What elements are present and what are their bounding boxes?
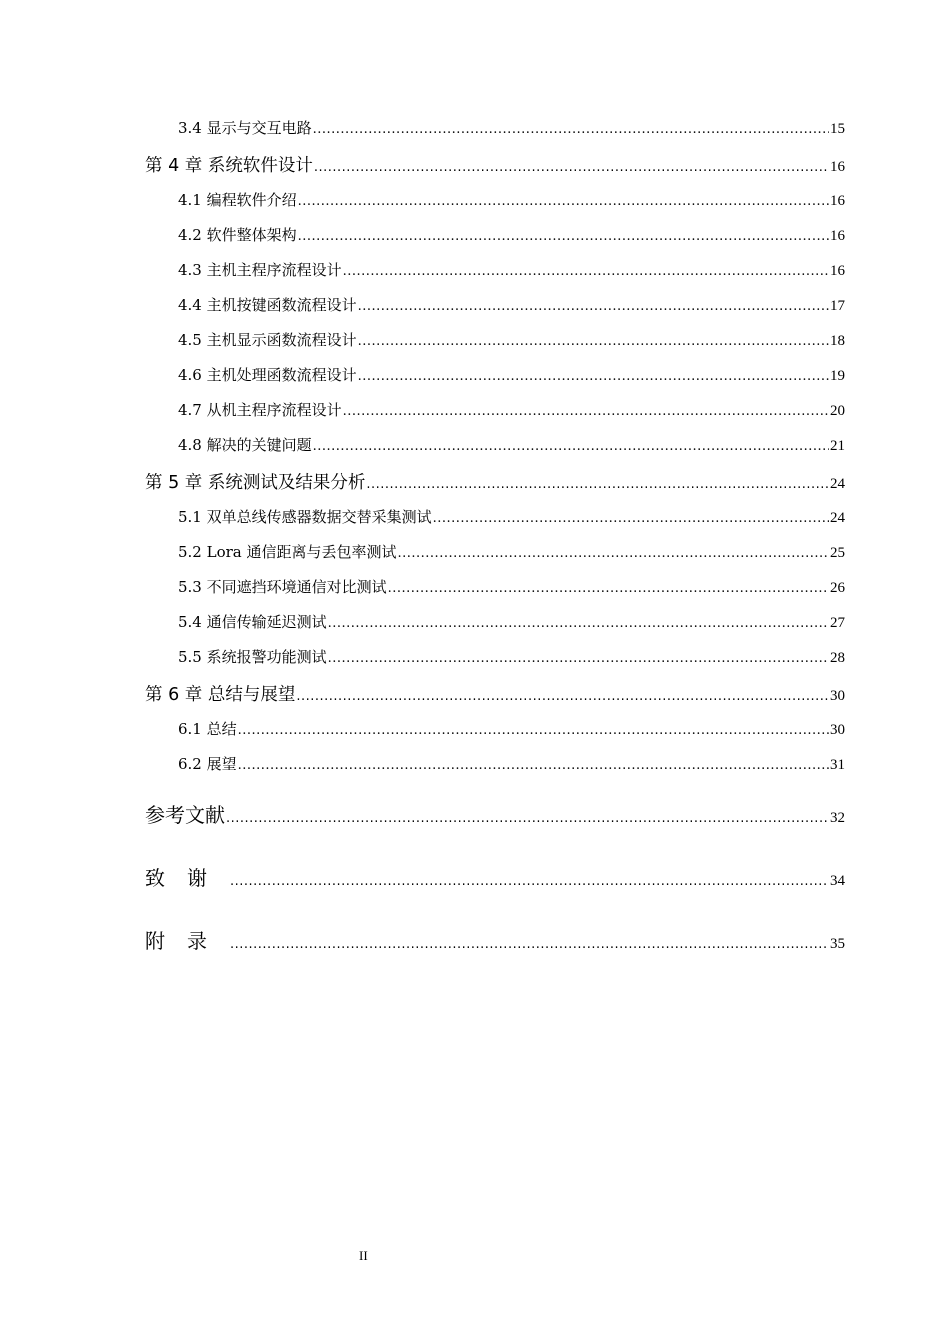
toc-entry-page: 30 (830, 722, 845, 738)
toc-entry[interactable] (145, 399, 845, 420)
toc-entry[interactable] (145, 294, 845, 315)
dot-leader (230, 874, 829, 889)
toc-entry-title: 第 6 章 总结与展望 (145, 685, 296, 705)
toc-entry-title: 致谢 (145, 866, 229, 890)
toc-entry-page: 21 (830, 438, 845, 454)
toc-entry[interactable] (145, 576, 845, 597)
toc-entry-title: 5.3 不同遮挡环境通信对比测试 (178, 578, 387, 596)
toc-entry-page: 18 (830, 333, 845, 349)
toc-entry-page: 30 (830, 688, 845, 704)
toc-entry-page: 27 (830, 615, 845, 631)
dot-leader (313, 439, 829, 454)
toc-entry-title: 参考文献 (145, 803, 225, 827)
toc-entry-title: 4.7 从机主程序流程设计 (178, 401, 342, 419)
toc-entry-title: 第 5 章 系统测试及结果分析 (145, 473, 366, 493)
toc-entry[interactable] (145, 117, 845, 138)
dot-leader (314, 160, 829, 175)
toc-entry-title: 5.1 双单总线传感器数据交替采集测试 (178, 508, 432, 526)
dot-leader (226, 811, 829, 826)
toc-entry-title: 4.5 主机显示函数流程设计 (178, 331, 357, 349)
dot-leader (358, 369, 829, 384)
dot-leader (343, 404, 829, 419)
toc-entry[interactable] (145, 189, 845, 210)
toc-entry-page: 15 (830, 121, 845, 137)
dot-leader (296, 689, 829, 704)
dot-leader (366, 477, 829, 492)
page-number: II (359, 1248, 368, 1263)
dot-leader (398, 546, 830, 561)
toc-entry[interactable] (145, 224, 845, 245)
dot-leader (388, 581, 829, 596)
toc-entry[interactable] (145, 541, 845, 562)
toc-entry-title: 4.6 主机处理函数流程设计 (178, 366, 357, 384)
toc-chapter-entry[interactable] (145, 681, 845, 706)
toc-entry[interactable] (145, 718, 845, 739)
toc-entry-title: 5.2 Lora 通信距离与丢包率测试 (178, 543, 397, 561)
toc-entry-page: 25 (830, 545, 845, 561)
toc-entry-page: 17 (830, 298, 845, 314)
toc-entry-title: 4.2 软件整体架构 (178, 226, 297, 244)
toc-chapter-entry[interactable] (145, 152, 845, 177)
toc-entry[interactable] (145, 259, 845, 280)
toc-chapter-entry[interactable] (145, 469, 845, 494)
dot-leader (298, 194, 829, 209)
toc-entry-page: 16 (830, 228, 845, 244)
toc-acknowledgements-entry[interactable] (145, 862, 845, 891)
toc-entry-title: 6.1 总结 (178, 720, 237, 738)
toc-entry-page: 16 (830, 263, 845, 279)
dot-leader (433, 511, 829, 526)
toc-entry-page: 24 (830, 510, 845, 526)
dot-leader (328, 616, 829, 631)
toc-entry[interactable] (145, 646, 845, 667)
dot-leader (238, 758, 829, 773)
toc-entry[interactable] (145, 753, 845, 774)
toc-entry[interactable] (145, 364, 845, 385)
toc-entry[interactable] (145, 506, 845, 527)
toc-entry-page: 26 (830, 580, 845, 596)
toc-entry-title: 5.4 通信传输延迟测试 (178, 613, 327, 631)
toc-entry-page: 24 (830, 476, 845, 492)
toc-references-entry[interactable] (145, 799, 845, 828)
toc-entry-page: 32 (830, 810, 845, 826)
toc-entry-page: 35 (830, 936, 845, 952)
dot-leader (313, 122, 829, 137)
toc-entry-page: 16 (830, 159, 845, 175)
toc-entry-page: 20 (830, 403, 845, 419)
toc-entry-title: 5.5 系统报警功能测试 (178, 648, 327, 666)
dot-leader (238, 723, 829, 738)
toc-entry-title: 附录 (145, 929, 229, 953)
toc-entry-title: 4.4 主机按键函数流程设计 (178, 296, 357, 314)
dot-leader (328, 651, 829, 666)
toc-entry-page: 16 (830, 193, 845, 209)
toc-entry-title: 4.3 主机主程序流程设计 (178, 261, 342, 279)
dot-leader (358, 334, 829, 349)
toc-appendix-entry[interactable] (145, 925, 845, 954)
toc-entry-page: 19 (830, 368, 845, 384)
dot-leader (298, 229, 829, 244)
toc-entry-title: 6.2 展望 (178, 755, 237, 773)
dot-leader (343, 264, 829, 279)
toc-entry-page: 31 (830, 757, 845, 773)
toc-entry-page: 34 (830, 873, 845, 889)
toc-entry-title: 4.8 解决的关键问题 (178, 436, 312, 454)
toc-entry[interactable] (145, 434, 845, 455)
toc-entry[interactable] (145, 611, 845, 632)
toc-entry-title: 3.4 显示与交互电路 (178, 119, 312, 137)
toc-entry[interactable] (145, 329, 845, 350)
toc-entry-title: 4.1 编程软件介绍 (178, 191, 297, 209)
toc-entry-page: 28 (830, 650, 845, 666)
dot-leader (230, 937, 829, 952)
dot-leader (358, 299, 829, 314)
toc-entry-title: 第 4 章 系统软件设计 (145, 156, 313, 176)
